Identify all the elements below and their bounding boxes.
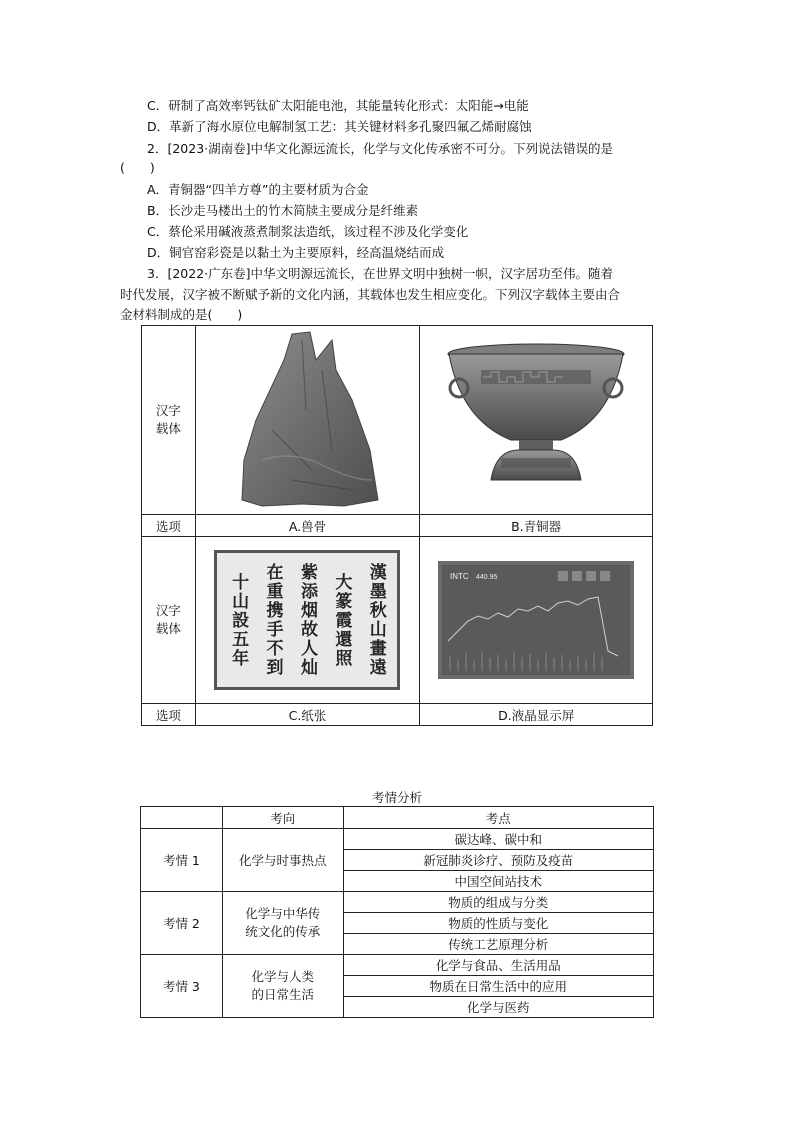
group-1-name: 考情 1 (141, 829, 223, 892)
lcd-screen-image (438, 561, 634, 679)
header-empty (141, 807, 223, 829)
group-2-point-2: 物质的性质与变化 (343, 913, 653, 934)
group-2-direction (222, 892, 343, 955)
option-b-label: B.青铜器 (420, 515, 653, 537)
calligraphy-column: 十山設五年 (228, 572, 249, 668)
q2-option-d: D．铜官窑彩瓷是以黏土为主要原料，经高温烧结而成 (147, 245, 445, 260)
q2-stem: 2．[2023·湖南卷]中华文化源远流长，化学与文化传承密不可分。下列说法错误的是 (147, 141, 613, 156)
q3-stem-line1: 3．[2022·广东卷]中华文明源远流长，在世界文明中独树一帜，汉字居功至伟。随着 (147, 266, 613, 281)
row-label-line1: 汉字 (155, 403, 181, 418)
calligraphy-paper-image (214, 550, 400, 690)
animal-bone-image (232, 330, 382, 510)
screen-price: 440.95 (476, 574, 498, 581)
bronze-vessel-image (441, 340, 631, 500)
group-1-point-1: 碳达峰、碳中和 (343, 829, 653, 850)
group-3-direction (222, 955, 343, 1018)
group-3-name: 考情 3 (141, 955, 223, 1018)
q1-option-c: C．研制了高效率钙钛矿太阳能电池，其能量转化形式：太阳能→电能 (147, 98, 529, 113)
q2-option-a: A．青铜器“四羊方尊”的主要材质为合金 (147, 182, 369, 197)
q2-answer-blank: ( ) (120, 160, 155, 175)
header-points: 考点 (343, 807, 653, 829)
group-1-point-3: 中国空间站技术 (343, 871, 653, 892)
option-label: 选项 (142, 515, 196, 537)
screen-ticker: INTC (450, 572, 469, 581)
group-2-point-3: 传统工艺原理分析 (343, 934, 653, 955)
group-2-direction-line1: 化学与中华传 (245, 906, 321, 921)
group-3-direction-line2: 的日常生活 (251, 987, 314, 1002)
carrier-table (141, 325, 653, 726)
calligraphy-column: 大篆霞還照 (331, 572, 352, 668)
option-a-label: A.兽骨 (195, 515, 420, 537)
row-label-line1: 汉字 (155, 603, 181, 618)
row-label-line2: 载体 (155, 421, 181, 436)
header-direction: 考向 (222, 807, 343, 829)
group-2-point-1: 物质的组成与分类 (343, 892, 653, 913)
calligraphy-column: 漢墨秋山畫遠 (365, 563, 386, 677)
group-2-name: 考情 2 (141, 892, 223, 955)
option-c-label: C.纸张 (195, 704, 420, 726)
calligraphy-column: 紫添烟故人灿 (296, 563, 317, 677)
row-label-line2: 载体 (155, 621, 181, 636)
image-cell-c (195, 537, 420, 704)
row-label (142, 326, 196, 515)
group-3-point-3: 化学与医药 (343, 997, 653, 1018)
q3-stem-line2: 时代发展，汉字被不断赋予新的文化内涵，其载体也发生相应变化。下列汉字载体主要由合 (120, 287, 621, 302)
group-3-point-1: 化学与食品、生活用品 (343, 955, 653, 976)
group-3-point-2: 物质在日常生活中的应用 (343, 976, 653, 997)
image-cell-b (420, 326, 653, 515)
row-label (142, 537, 196, 704)
q2-option-b: B．长沙走马楼出土的竹木简牍主要成分是纤维素 (147, 203, 419, 218)
option-label: 选项 (142, 704, 196, 726)
group-2-direction-line2: 统文化的传承 (245, 924, 321, 939)
group-3-direction-line1: 化学与人类 (251, 969, 314, 984)
q1-option-d: D．革新了海水原位电解制氢工艺：其关键材料多孔聚四氟乙烯耐腐蚀 (147, 119, 532, 134)
image-cell-d (420, 537, 653, 704)
analysis-title: 考情分析 (371, 790, 422, 805)
q2-option-c: C．蔡伦采用碱液蒸煮制浆法造纸，该过程不涉及化学变化 (147, 224, 469, 239)
option-d-label: D.液晶显示屏 (420, 704, 653, 726)
q3-stem-line3: 金材料制成的是( ) (120, 307, 243, 322)
image-cell-a (195, 326, 420, 515)
group-1-direction: 化学与时事热点 (222, 829, 343, 892)
group-1-point-2: 新冠肺炎诊疗、预防及疫苗 (343, 850, 653, 871)
analysis-table (140, 806, 654, 1018)
calligraphy-column: 在重携手不到 (262, 563, 283, 677)
